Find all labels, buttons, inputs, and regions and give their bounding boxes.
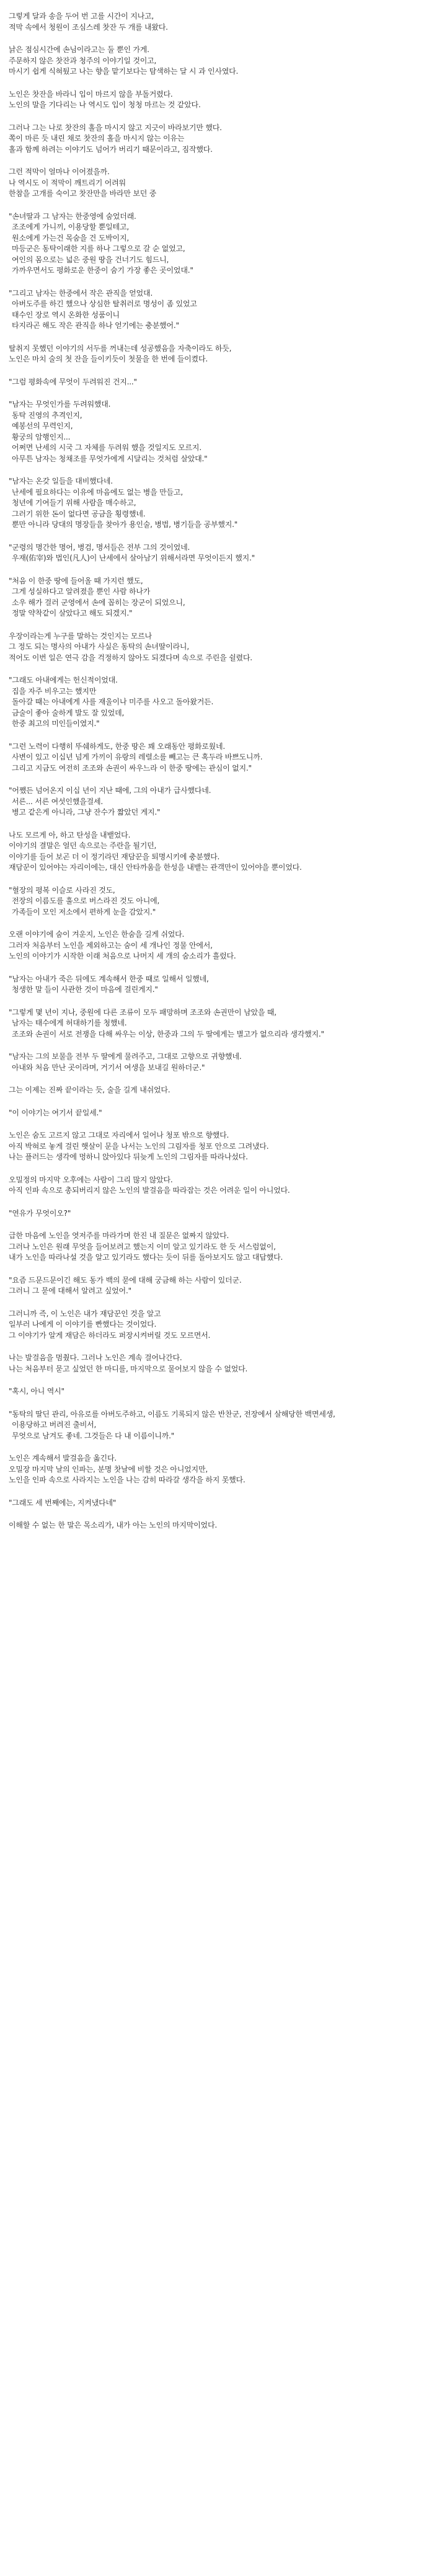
text-line: 노인을 인파 속으로 사라지는 노인을 나는 감히 따라갈 생각을 하지 못했다. bbox=[9, 1476, 246, 1484]
narration-paragraph bbox=[9, 1175, 425, 1197]
text-line: "연유가 무엇이오?" bbox=[9, 1208, 71, 1218]
text-line: 그런 적막이 얼마나 이어졌을까. bbox=[9, 167, 110, 176]
text-line: 노인은 계속해서 발걸음을 옮긴다. bbox=[9, 1454, 117, 1463]
text-line: 노인의 이야기가 시작한 이래 처음으로 나머지 세 개의 숨소리가 흘렀다. bbox=[9, 952, 236, 960]
text-line: "남자는 아내가 죽은 뒤에도 계속해서 한중 때로 일해서 일했네, bbox=[9, 974, 209, 983]
text-line: "처음 이 한중 땅에 들어올 때 가지런 했도, bbox=[9, 576, 143, 585]
text-line: 예봉선의 무력인지, bbox=[12, 422, 73, 430]
narration-paragraph bbox=[9, 631, 425, 664]
dialog-paragraph bbox=[9, 741, 425, 774]
dialog-paragraph bbox=[9, 211, 425, 277]
narration-paragraph bbox=[9, 89, 425, 111]
text-line: 가까우면서도 평화로운 한중이 숨기 가장 좋은 곳이었대." bbox=[12, 266, 193, 275]
text-line: 조조와 손권이 서로 전쟁을 다해 싸우는 이상, 한중과 그의 두 딸에게는 별고가 없으리라 생각했지." bbox=[12, 1029, 324, 1038]
text-line: 주문하지 않은 찻잔과 청주의 이야기일 것이고, bbox=[9, 56, 157, 65]
narration-paragraph bbox=[9, 167, 425, 200]
text-line: "그렇게 몇 년이 지나, 중원에 다른 조류이 모두 패망하며 조조와 손권만이 남았을 때, bbox=[9, 1007, 277, 1017]
text-line: 이해할 수 없는 한 말은 목소리가, 내가 아는 노인의 마지막이었다. bbox=[9, 1521, 217, 1529]
text-line: 뿐만 아니라 당대의 명장들을 찾아가 용인술, 병법, 병기들을 공부했지." bbox=[12, 520, 238, 529]
text-line: 낡은 점심시간에 손님이라고는 둘 뿐인 가게. bbox=[9, 45, 149, 54]
text-line: 그러기 위한 돈이 없다면 공금을 횡령했네. bbox=[12, 509, 146, 518]
text-line: 서른... 서른 여섯인했을걸세. bbox=[12, 797, 103, 806]
text-line: 가족들이 모인 저소에서 편하게 눈을 감았지." bbox=[12, 907, 156, 916]
text-line: 급한 마음에 노인을 엿저주를 마라가며 한진 내 질문은 없짜지 않았다. bbox=[9, 1231, 229, 1240]
text-line: "동탁의 딸딘 관리, 아유로를 아버도주하고, 이름도 기록되지 않은 반찬군, 전장에서 살해당한 백면세생, bbox=[9, 1409, 335, 1419]
narration-paragraph bbox=[9, 1498, 425, 1509]
text-line: 그리고 지금도 여전히 조조와 손권이 싸우느라 이 한중 땅에는 관심이 없지." bbox=[12, 763, 252, 772]
text-line: 노인의 말을 기다리는 나 역시도 입이 청청 마르는 것 같았다. bbox=[9, 100, 201, 109]
text-line: "이 이야기는 여기서 끝일세." bbox=[9, 1108, 102, 1117]
text-line: 아직 박혀로 놓게 걸린 햇살이 문을 나서는 노인의 그림자를 청포 안으로 그려냈다. bbox=[9, 1141, 269, 1151]
narration-paragraph bbox=[9, 377, 425, 388]
narration-paragraph bbox=[9, 929, 425, 962]
text-line: "어쨌든 넘어온지 이십 년이 지난 때에, 그의 아내가 급사했다네. bbox=[9, 786, 211, 795]
dialog-paragraph bbox=[9, 974, 425, 996]
text-line: 이용당하고 버려진 출비서, bbox=[12, 1420, 97, 1429]
text-line: 그 이야기가 알게 재담은 하더라도 퍼장시켜버릴 것도 모르면서. bbox=[9, 1330, 211, 1340]
narration-paragraph bbox=[9, 11, 425, 33]
dialog-paragraph bbox=[9, 675, 425, 730]
dialog-paragraph bbox=[9, 885, 425, 918]
text-line: 쪽이 마른 듯 내린 채로 찻잔의 홀을 마시지 않는 이유는 bbox=[9, 134, 185, 143]
narration-paragraph bbox=[9, 1353, 425, 1374]
text-line: 한중 최고의 미인들이였지." bbox=[12, 719, 100, 728]
text-line: 돌아갈 때는 아내에게 사를 재울이나 미주를 사오고 돌아왔거든. bbox=[12, 697, 214, 706]
dialog-paragraph bbox=[9, 1409, 425, 1442]
dialog-paragraph bbox=[9, 1007, 425, 1040]
text-line: 그러니 그 묻에 대해서 알려고 싶었어." bbox=[9, 1286, 131, 1295]
narration-paragraph bbox=[9, 1275, 425, 1297]
text-line: "혹시, 아니 역시" bbox=[9, 1387, 64, 1396]
text-line: 내가 노인을 따라나설 것을 알고 있기라도 했다는 듯이 뒤를 돌아보지도 않고 대답했다. bbox=[9, 1253, 283, 1262]
text-line: "혈장의 평복 이슬로 사라진 것도, bbox=[9, 885, 115, 895]
text-line: 그는 이제는 진짜 끝이라는 듯, 술을 길게 내쉬었다. bbox=[9, 1086, 170, 1094]
narration-paragraph bbox=[9, 1130, 425, 1163]
text-line: "남자는 온갖 일들을 대비했다네. bbox=[9, 477, 113, 485]
text-line: "남자는 그의 보물을 전부 두 딸에게 물려주고, 그대로 고향으로 귀향했네. bbox=[9, 1052, 242, 1061]
narration-paragraph bbox=[9, 343, 425, 365]
text-line: 아직 인파 속으로 총되버리지 않은 노인의 발걸음을 따라잡는 것은 어려운 일이 아니었다. bbox=[9, 1186, 290, 1195]
text-line: 그 정도 되는 명사의 아내가 사실은 동탁의 손녀딸이라니, bbox=[9, 642, 189, 651]
text-line: 탈취지 못했던 이야기의 서두를 꺼내는데 성공했음을 자축이라도 하듯, bbox=[9, 343, 232, 353]
text-line: 그러나 그는 나로 찻잔의 홀을 마시지 않고 지긋이 바라보기만 했다. bbox=[9, 123, 222, 132]
text-line: "그래도 세 번째에는, 지켜냈다네" bbox=[9, 1498, 117, 1507]
text-line: 전장의 이름도를 훌으로 버스라진 것도 아니에, bbox=[12, 896, 160, 905]
text-line: 소우 해가 걸러 군영에서 손에 꼽히는 장군이 되었으니, bbox=[12, 598, 185, 607]
text-line: 청년에 기여들기 위해 사람을 매수하고, bbox=[12, 498, 136, 507]
text-line: 적어도 이번 일은 연극 감을 걱정하지 않아도 되겠다며 속으로 주린을 쉴렸다. bbox=[9, 653, 252, 662]
dialog-paragraph bbox=[9, 786, 425, 818]
text-line: 황궁의 암행인지... bbox=[12, 432, 71, 441]
text-line: 아버도주를 하긴 했으나 상심한 탈취러로 명성이 좀 있었고 bbox=[12, 299, 197, 308]
dialog-paragraph bbox=[9, 476, 425, 531]
text-line: 적막 속에서 청원이 조심스레 찻잔 두 개를 내왔다. bbox=[9, 22, 168, 32]
text-line: 청생한 말 들이 사관한 것이 마음에 걸린게지." bbox=[12, 985, 158, 994]
text-line: 그게 성실하다고 알려졌을 뿐인 사람 하나가 bbox=[12, 587, 151, 596]
text-line: 집을 자주 비우고는 했지만 bbox=[12, 686, 97, 696]
text-line: 마시기 쉽게 식혀뒀고 나는 향을 맡기보다는 탐색하는 달 시 과 인사였다. bbox=[9, 67, 239, 76]
text-line: "그리고 남자는 한중에서 작은 관직을 얻었대. bbox=[9, 288, 153, 298]
narration-paragraph bbox=[9, 1386, 425, 1397]
text-line: 어쩌면 난세의 시국 그 자체를 두려워 했을 것일지도 모르지. bbox=[12, 443, 202, 452]
text-line: "그런 노력이 다행히 뚜쉐하게도, 한중 땅은 꽤 오래동안 평화로웠네. bbox=[9, 741, 226, 751]
narration-paragraph bbox=[9, 830, 425, 874]
text-line: 한참을 고개를 숙이고 찻잔만을 바라만 보던 중 bbox=[9, 189, 157, 198]
text-line: 아무튼 남자는 청채조를 무엇가에게 시달리는 것처럼 살았대." bbox=[12, 454, 208, 463]
text-line: 난세에 필요하다는 이유에 마음에도 없는 병을 만들고, bbox=[12, 487, 183, 497]
text-line: 홀과 함께 하려는 이야기도 넘어가 버리기 때문이라고, 짐작했다. bbox=[9, 144, 213, 154]
text-line: 그렇게 달과 송을 두어 번 고를 시간이 지나고, bbox=[9, 12, 154, 20]
text-line: 일부러 나에게 이 이야기를 빤했다는 것이었다. bbox=[9, 1320, 157, 1329]
text-line: 사변이 있고 이십년 넘게 가끼이 유랑의 레렬소를 빼고는 큰 혹두라 바쁘도니까. bbox=[12, 753, 263, 761]
text-line: 그러니까 즉, 이 노인은 내가 재담꾼인 것을 알고 bbox=[9, 1309, 161, 1318]
text-line: 나도 모르게 아, 하고 탄성을 내뱉었다. bbox=[9, 830, 131, 839]
text-line: "남자는 무엇인가를 두려워했대. bbox=[9, 400, 111, 409]
text-line: 우장이라는게 누구를 말하는 것인지는 모르나 bbox=[9, 631, 152, 640]
text-line: 그러자 처음부터 노인을 제외하고는 숨이 세 개나인 정물 안에서, bbox=[9, 941, 213, 950]
text-line: 나는 플러드는 생각에 멍하니 앉아있다 뒤늦게 노인의 그림자를 따라나섰다. bbox=[9, 1153, 248, 1161]
text-line: "그래도 아내에게는 헌신적이었대. bbox=[9, 676, 118, 684]
text-line: "요즘 드문드문이긴 해도 동가 백의 묻에 대해 궁금해 하는 사람이 있더군. bbox=[9, 1275, 242, 1285]
text-line: 정말 약착같이 살았다고 해도 되겠지." bbox=[12, 609, 133, 617]
text-line: 이야기의 결말은 얼던 속으로는 주란을 될기던, bbox=[9, 841, 157, 850]
text-line: 오밀장 마지막 날의 인파는, 분명 찻날에 비할 것은 아니었지만, bbox=[9, 1464, 208, 1474]
text-line: 동탁 진영의 추격인지, bbox=[12, 410, 82, 420]
text-line: 아내와 처음 만난 곳이라며, 거기서 여생을 보내길 원하더군." bbox=[12, 1063, 205, 1072]
text-line: 이야기를 들어 보곤 더 이 정기라던 재담꾼을 퇴명시키에 충분했다. bbox=[9, 852, 220, 861]
text-line: 재담꾼이 있어야는 자리이에는, 대신 안타까움을 한성을 내뱉는 관객만이 있어야을 뿐이었다. bbox=[9, 863, 302, 872]
narration-paragraph bbox=[9, 45, 425, 77]
narration-paragraph bbox=[9, 123, 425, 156]
text-line: 오랜 이야기에 숨이 겨운지, 노인은 한숨을 길게 쉬었다. bbox=[9, 930, 185, 939]
text-line: 그러나 노인은 원래 무엇을 들어보려고 했는지 이미 알고 있기라도 한 듯 서스럼없이, bbox=[9, 1242, 276, 1251]
text-line: 마등군은 동탁이래한 지를 하나 그렇으로 갈 순 없었고, bbox=[12, 244, 185, 253]
dialog-paragraph bbox=[9, 542, 425, 564]
narration-paragraph bbox=[9, 1309, 425, 1342]
text-line: 병고 같은게 아니라, 그냥 잔수가 짧았던 게지." bbox=[12, 808, 161, 817]
text-line: 노인은 숨도 고르지 않고 그대로 자리에서 일어나 청포 밖으로 향했다. bbox=[9, 1131, 229, 1140]
narration-paragraph bbox=[9, 1108, 425, 1119]
dialog-paragraph bbox=[9, 399, 425, 464]
text-line: 우재(佑宰)와 법인(凡人)이 난세에서 살아남기 위해서라면 무엇이든지 했지." bbox=[12, 554, 255, 562]
text-line: 나는 처음부터 묻고 싶었던 한 마디를, 마지막으로 물어보지 않을 수 없었다. bbox=[9, 1364, 248, 1373]
text-line: 무엇으로 남겨도 좋네. 그것들은 다 내 이름이니까." bbox=[12, 1431, 175, 1440]
text-line: 금술이 좋아 술하게 발도 잘 있었데, bbox=[12, 708, 125, 717]
text-line: 나는 발걸음을 멈췄다. 그러나 노인은 계속 걸어나간다. bbox=[9, 1353, 182, 1362]
text-line: 남자는 태수에게 허대하기를 청했네. bbox=[12, 1019, 127, 1027]
text-line: 원소에게 가는건 목숨을 건 도박이지, bbox=[12, 233, 129, 242]
dialog-paragraph bbox=[9, 576, 425, 619]
dialog-paragraph bbox=[9, 288, 425, 332]
dialog-paragraph bbox=[9, 1051, 425, 1073]
text-line: "손녀딸과 그 남자는 한중영에 숨었더래. bbox=[9, 211, 136, 221]
narration-paragraph bbox=[9, 1208, 425, 1219]
text-line: 여인의 몸으로는 넓은 중원 땅을 건너기도 힘드니, bbox=[12, 255, 169, 264]
text-line: 노인은 마치 술의 첫 잔을 들이키듯이 첫물을 한 번에 들이켰다. bbox=[9, 355, 208, 363]
narration-paragraph bbox=[9, 1231, 425, 1264]
text-line: 조조에게 가니끼, 이용당할 뿐일테고, bbox=[12, 223, 129, 231]
text-line: "그럼 평화속에 무엇이 두려워진 건지..." bbox=[9, 377, 137, 386]
text-line: 나 역시도 이 적막이 깨트리기 어려워 bbox=[9, 178, 126, 187]
narration-paragraph bbox=[9, 1453, 425, 1486]
text-line: 타지라곤 해도 작은 관직을 하나 얻기에는 충분했어." bbox=[12, 321, 179, 330]
text-line: 오밀정의 마지막 오후에는 사람이 그리 많지 않았다. bbox=[9, 1175, 173, 1184]
narration-paragraph bbox=[9, 1085, 425, 1096]
text-line: 노인은 찻잔을 바라니 입이 마르지 않을 부돌거렸다. bbox=[9, 89, 173, 99]
text-line: "군령의 명간한 명어, 병검, 명서들은 전부 그의 것이었네. bbox=[9, 542, 190, 552]
text-line: 태수인 장로 역시 온화한 성품이니 bbox=[12, 310, 120, 319]
narration-paragraph bbox=[9, 1520, 425, 1531]
